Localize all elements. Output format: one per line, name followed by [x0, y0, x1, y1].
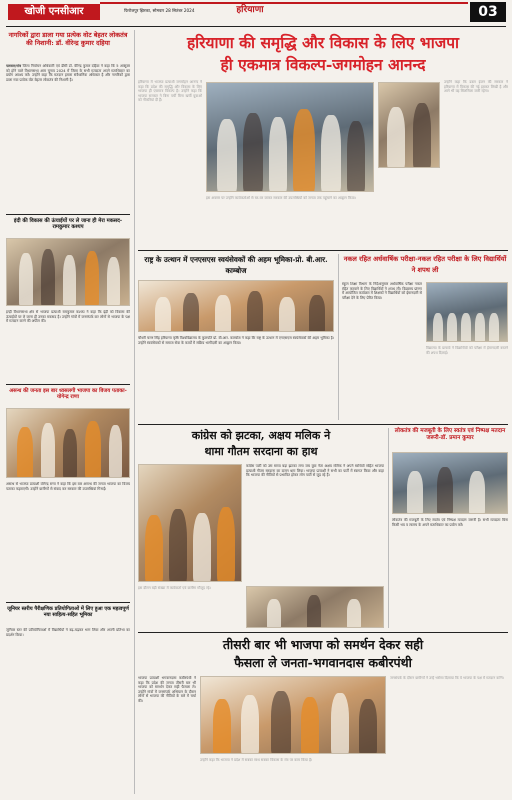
- mid-story-photo: [138, 280, 334, 332]
- column-divider-right: [388, 428, 389, 628]
- left-story-4: [6, 606, 130, 796]
- left-story-4-body: जूनियर स्तर की प्रतियोगिताओं में विद्यार्थियों ने बढ़-चढ़कर भाग लिया और अपनी प्रतिभा का प्रदर्शन किया।: [6, 628, 130, 637]
- right-story-2-headline: लोकतंत्र की मजबूती के लिए स्वतंत्र एवं निष्पक्ष मतदान जरूरी-डॉ. प्रमान कुमार: [394, 428, 506, 441]
- lead-headline-line2: ही एकमात्र विकल्प-जगमोहन आनन्द: [220, 55, 426, 74]
- lead-headline-line1: हरियाणा की समृद्धि और विकास के लिए भाजपा: [186, 33, 460, 52]
- lead-body-col2: इस अवसर पर उन्होंने कार्यकर्ताओं से घर-घर जाकर सरकार की उपलब्धियों को जनता तक पहुंचाने का आह्वान किया।: [206, 196, 356, 200]
- congress-headline-line2: थामा गौतम सरदाना का हाथ: [204, 445, 318, 458]
- left-divider-3: [6, 602, 130, 603]
- masthead-page-no: 03: [470, 2, 506, 22]
- column-divider-mid: [338, 254, 339, 420]
- left-story-2-headline: इंदी की विकास की ऊंचाईयों पर ले जाना ही मेरा मकसद-रामकुमार कश्यप: [13, 218, 123, 231]
- left-story-3: [6, 388, 130, 598]
- masthead-rule: [6, 26, 506, 27]
- congress-body: कांग्रेस पार्टी को उस समय बड़ा झटका लगा जब युवा नेता अक्षय मलिक ने अपने साथियों सहित भाजपा प्रत्याशी गौतम सरदाना का दामन थाम लिया। भाजपा प्रत्याशी ने सभी का पार्टी में स्वागत किया और कहा कि भाजपा की नीतियों से प्रभावित होकर लोग पार्टी से जुड़ रहे हैं।: [246, 464, 384, 478]
- masthead-date-line: फिरोजपुर झिरका, सोमवार 28 सितंबर 2024: [124, 8, 195, 13]
- mid-story: [138, 254, 334, 420]
- congress-body-cont: इस दौरान बड़ी संख्या में कार्यकर्ता एवं ग्रामीण मौजूद रहे।: [138, 586, 211, 590]
- lead-photo-2: [378, 82, 440, 168]
- right-story-1-body-cont: विद्यालय के प्राचार्य ने विद्यार्थियों को परीक्षा में ईमानदारी बरतने की शपथ दिलाई।: [426, 346, 508, 355]
- masthead-red-bar: [100, 2, 468, 4]
- bottom-body-col1: भाजपा प्रत्याशी भगवानदास कबीरपंथी ने कहा कि प्रदेश की जनता तीसरी बार भी भाजपा को समर्थन देकर सही फैसला ले। उन्होंने गांवों में जनसंपर्क अभियान के दौरान लोगों से भाजपा की नीतियों के बारे में चर्चा की।: [138, 676, 196, 703]
- right-story-1-headline: नकल रहित अर्धवार्षिक परीक्षा-नकल रहित परीक्षा के लिए विद्यार्थियों ने शपथ ली: [343, 255, 507, 274]
- right-story-2: [392, 428, 508, 628]
- right-story-2-photo: [392, 452, 508, 514]
- mid-story-body: चौधरी चरण सिंह हरियाणा कृषि विश्वविद्यालय के कुलपति प्रो. बी.आर. काम्बोज ने कहा कि राष्ट्र के उत्थान में एनएसएस स्वयंसेवकों की अहम भूमिका है। उन्होंने स्वयंसेवकों से समाज सेवा के कार्यों में सक्रिय भागीदारी का आह्वान किया।: [138, 336, 334, 345]
- left-story-1-dateline: पलवल/गांव: [6, 64, 22, 68]
- left-story-4-headline: जूनियर स्तरीय पैरीक्षणिक प्रतियोगिताओं में लिए हुआ एक महत्वपूर्ण नया साहित्य-सहित भूमिका: [7, 606, 129, 619]
- lead-photo: [206, 82, 374, 192]
- left-story-2-photo: [6, 238, 130, 306]
- bottom-body-col3: जनसंपर्क के दौरान ग्रामीणों ने उन्हें भरोसा दिलाया कि वे भाजपा के पक्ष में मतदान करेंगे।: [390, 676, 504, 680]
- bottom-body-col2: उन्होंने कहा कि भाजपा ने प्रदेश में सबका साथ सबका विकास के मंत्र पर काम किया है।: [200, 758, 313, 762]
- congress-photo: [138, 464, 242, 582]
- left-story-3-body: असन्ध से भाजपा प्रत्याशी योगेन्द्र राणा ने कहा कि इस बार असन्ध की जनता भाजपा का विजय पताका फहराएगी। उन्होंने ग्रामीणों से संवाद कर सरकार की उपलब्धियां गिनाईं।: [6, 482, 130, 491]
- left-divider-1: [6, 214, 130, 215]
- bottom-headline-line1: तीसरी बार भी भाजपा को समर्थन देकर सही: [222, 637, 424, 652]
- congress-story: [138, 428, 384, 628]
- right-story-1: [342, 254, 508, 420]
- bottom-story: [138, 636, 508, 796]
- lead-divider: [138, 250, 508, 251]
- left-story-2: [6, 218, 130, 380]
- left-story-1-body: [6, 64, 130, 210]
- bottom-photo: [200, 676, 386, 754]
- congress-headline-line1: कांग्रेस को झटका, अक्षय मलिक ने: [191, 429, 331, 442]
- mid-divider: [138, 424, 508, 425]
- lead-body-col1: हरियाणा में भाजपा प्रत्याशी जगमोहन आनन्द ने कहा कि प्रदेश की समृद्धि और विकास के लिए भाजपा ही एकमात्र विकल्प है। उन्होंने कहा कि भाजपा सरकार ने बिना पर्ची बिना खर्ची युवाओं को नौकरियां दी हैं।: [138, 80, 202, 103]
- column-divider-left: [134, 30, 135, 794]
- left-divider-2: [6, 384, 130, 385]
- mid-story-headline: राष्ट्र के उत्थान में एनएसएस स्वयंसेवकों की अहम भूमिका-प्रो. बी.आर. काम्बोज: [144, 255, 328, 275]
- lead-story: [138, 30, 508, 246]
- congress-photo-2: [246, 586, 384, 628]
- left-story-3-headline: असन्ध की जनता इस बार ध्वसलगी भाजपा का विजय पताका-योगेन्द्र राणा: [9, 388, 127, 401]
- left-story-2-body: इन्द्री विधानसभा क्षेत्र से भाजपा प्रत्याशी रामकुमार कश्यप ने कहा कि इंद्री को विकास की ऊंचाईयों पर ले जाना ही उनका मकसद है। उन्होंने गांवों में जनसंपर्क कर लोगों से भाजपा के पक्ष में मतदान करने की अपील की।: [6, 310, 130, 324]
- lead-body-col3: उन्होंने कहा कि डबल इंजन की सरकार ने हरियाणा में विकास की नई इबारत लिखी है और आगे भी यह सिलसिला जारी रहेगा।: [444, 80, 508, 94]
- right-story-1-body: स्कूल शिक्षा विभाग के निर्देशानुसार अर्धवार्षिक परीक्षा नकल रहित करवाने के लिए विद्यार्थियों ने शपथ ली। विद्यालय प्रांगण में आयोजित कार्यक्रम में शिक्षकों ने विद्यार्थियों को ईमानदारी से परीक्षा देने के लिए प्रेरित किया।: [342, 282, 422, 300]
- left-story-1-headline: नागरिकों द्वारा डाला गया प्रत्येक वोट बेहतर लोकतंत्र की निशानी: डॉ. वीरेन्द्र कुमार दहिया: [8, 31, 128, 47]
- bottom-headline-line2: फैसला ले जनता-भगवानदास कबीरपंथी: [234, 655, 412, 670]
- bottom-divider: [138, 632, 508, 633]
- right-story-2-body: लोकतंत्र की मजबूती के लिए स्वतंत्र एवं निष्पक्ष मतदान जरूरी है। सभी मतदाता बिना किसी भय व लालच के अपने मताधिकार का प्रयोग करें।: [392, 518, 508, 527]
- right-story-1-photo: [426, 282, 508, 342]
- masthead-paper-name: खोजी एनसीआर: [8, 4, 100, 20]
- left-story-1-text: जिला निर्वाचन अधिकारी एवं डीसी डॉ. वीरेन्द्र कुमार दहिया ने कहा कि 5 अक्टूबर को होने वाले विधानसभा आम चुनाव 2024 में जिला के सभी मतदाता अपने मताधिकार का प्रयोग अवश्य करें। उन्होंने कहा कि मतदान हमारा संवैधानिक अधिकार है और नागरिकों द्वारा डाला गया प्रत्येक वोट बेहतर लोकतंत्र की निशानी है।: [6, 64, 130, 82]
- left-story-3-photo: [6, 408, 130, 478]
- left-story-1: [6, 32, 130, 210]
- masthead-section: हरियाणा: [236, 5, 264, 15]
